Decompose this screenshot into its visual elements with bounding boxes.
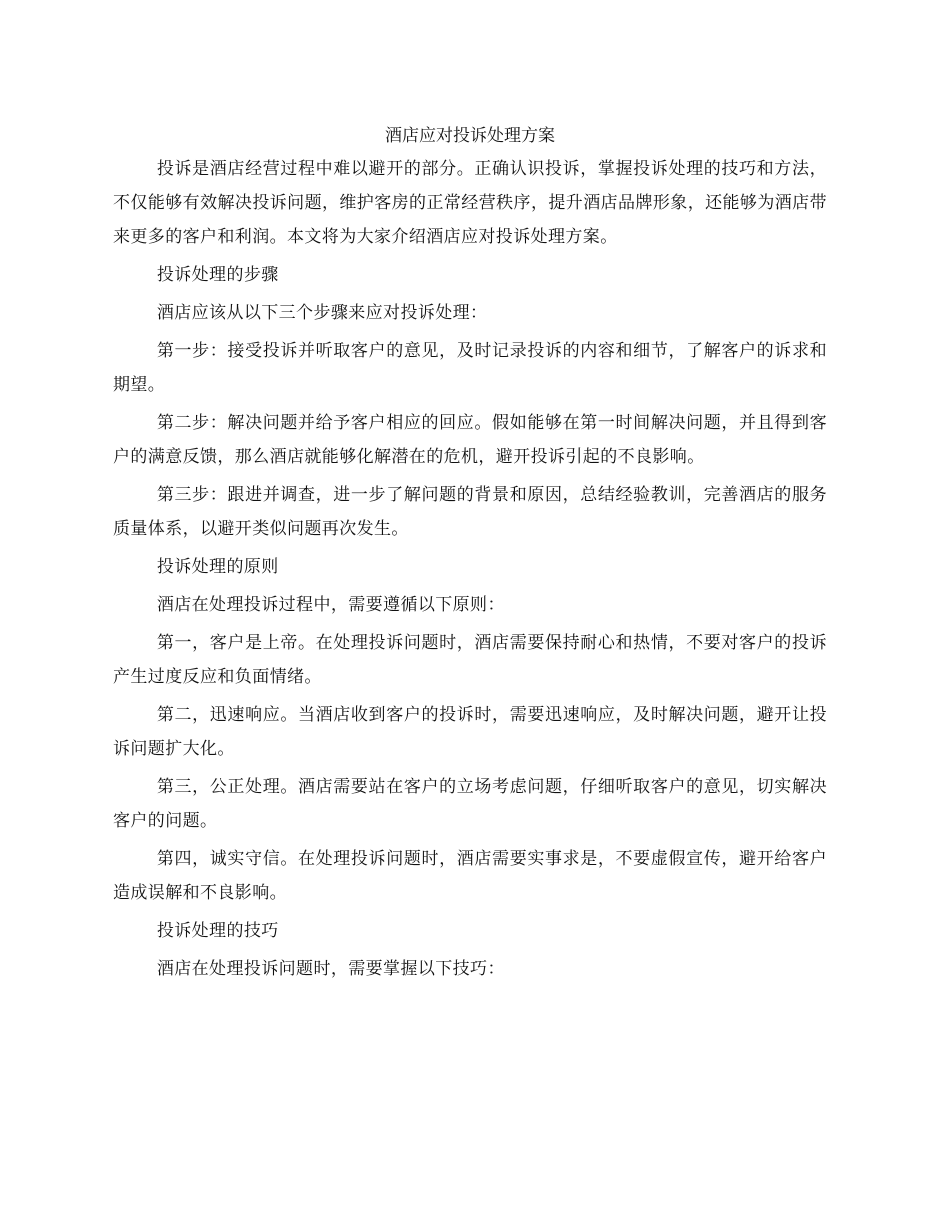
paragraph-intro: 投诉是酒店经营过程中难以避开的部分。正确认识投诉，掌握投诉处理的技巧和方法，不仅能够有效解决投诉问题，维护客房的正常经营秩序，提升酒店品牌形象，还能够为酒店带来更多的客户和利润。本文将为大家介绍酒店应对投诉处理方案。 [113,159,827,247]
paragraph-principles-intro: 酒店在处理投诉过程中，需要遵循以下原则： [156,595,505,615]
heading-techniques: 投诉处理的技巧 [156,921,279,941]
paragraph-steps-intro: 酒店应该从以下三个步骤来应对投诉处理： [156,303,488,323]
document-title: 酒店应对投诉处理方案 [385,126,555,146]
paragraph-step-3: 第三步：跟进并调查，进一步了解问题的背景和原因，总结经验教训，完善酒店的服务质量体系，以避开类似问题再次发生。 [113,485,827,539]
heading-steps: 投诉处理的步骤 [156,265,279,285]
paragraph-step-2: 第二步：解决问题并给予客户相应的回应。假如能够在第一时间解决问题，并且得到客户的满意反馈，那么酒店就能够化解潜在的危机，避开投诉引起的不良影响。 [113,413,827,467]
paragraph-step-1: 第一步：接受投诉并听取客户的意见，及时记录投诉的内容和细节，了解客户的诉求和期望。 [113,341,827,395]
paragraph-principle-2: 第二，迅速响应。当酒店收到客户的投诉时，需要迅速响应，及时解决问题，避开让投诉问题扩大化。 [113,705,827,759]
paragraph-principle-4: 第四，诚实守信。在处理投诉问题时，酒店需要实事求是，不要虚假宣传，避开给客户造成误解和不良影响。 [113,849,827,903]
paragraph-principle-1: 第一，客户是上帝。在处理投诉问题时，酒店需要保持耐心和热情，不要对客户的投诉产生过度反应和负面情绪。 [113,633,827,687]
heading-principles: 投诉处理的原则 [156,557,279,577]
document-body [113,122,827,990]
paragraph-principle-3: 第三，公正处理。酒店需要站在客户的立场考虑问题，仔细听取客户的意见，切实解决客户的问题。 [113,777,827,831]
paragraph-techniques-intro: 酒店在处理投诉问题时，需要掌握以下技巧： [156,959,505,979]
